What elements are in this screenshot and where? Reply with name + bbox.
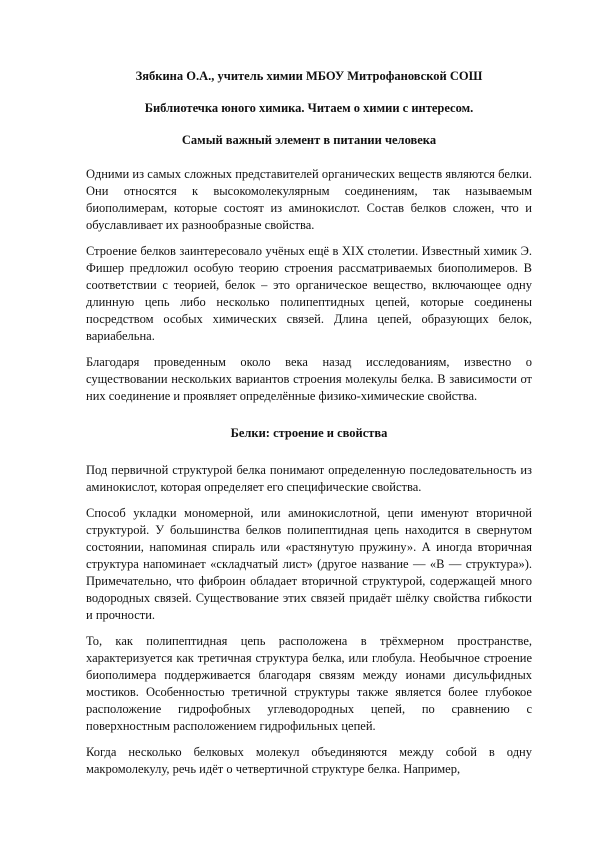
- paragraph: Благодаря проведенным около века назад исследованиям, известно о существовании нескольких вариантов строения молекулы белка. В зависимости от них соединение и проявляет определённые физико-химические свойства.: [86, 355, 532, 403]
- paragraph: То, как полипептидная цепь расположена в трёхмерном пространстве, характеризуется как третичная структура белка, или глобула. Необычное строение биополимера поддерживается благодаря связям между ионами дисульфидных мостиков. Особенностью третичной структуры также является более глубокое расположение гидрофобных углеводородных цепей, по сравнению с поверхностным расположением гидрофильных цепей.: [86, 634, 532, 733]
- paragraph: Одними из самых сложных представителей органических веществ являются белки. Они относятся к высокомолекулярным соединениям, так называемым биополимерам, которые состоят из аминокислот. Состав белков сложен, что и обуславливает их разнообразные свойства.: [86, 167, 532, 232]
- paragraph: Строение белков заинтересовало учёных ещё в XIX столетии. Известный химик Э. Фишер предложил особую теорию строения рассматриваемых биополимеров. В соответствии с теорией, белок – это органическое вещество, включающее одну длинную цепь либо несколько полипептидных цепей, которые соединены посредством особых химических связей. Длина цепей, образующих белок, вариабельна.: [86, 244, 532, 343]
- paragraph: Под первичной структурой белка понимают определенную последовательность из аминокислот, которая определяет его специфические свойства.: [86, 463, 532, 494]
- paragraph: Когда несколько белковых молекул объединяются между собой в одну макромолекулу, речь идёт о четвертичной структуре белка. Например,: [86, 745, 532, 776]
- intro-body: [86, 166, 532, 405]
- section-structure-properties: [86, 425, 532, 778]
- article-title: Самый важный элемент в питании человека: [181, 133, 437, 147]
- series-title: Библиотечка юного химика. Читаем о химии с интересом.: [144, 101, 474, 115]
- section-title: Белки: строение и свойства: [230, 426, 388, 440]
- author-line: Зябкина О.А., учитель химии МБОУ Митрофановской СОШ: [135, 69, 483, 83]
- paragraph: Способ укладки мономерной, или аминокислотной, цепи именуют вторичной структурой. У большинства белков полипептидная цепь находится в свернутом состоянии, напоминая спираль или «растянутую пружину». А иногда вторичная структура напоминает «складчатый лист» (другое название — «В — структура»). Примечательно, что фиброин обладает вторичной структурой, содержащей много водородных связей. Существование этих связей придаёт шёлку свойства гибкости и прочности.: [86, 506, 532, 622]
